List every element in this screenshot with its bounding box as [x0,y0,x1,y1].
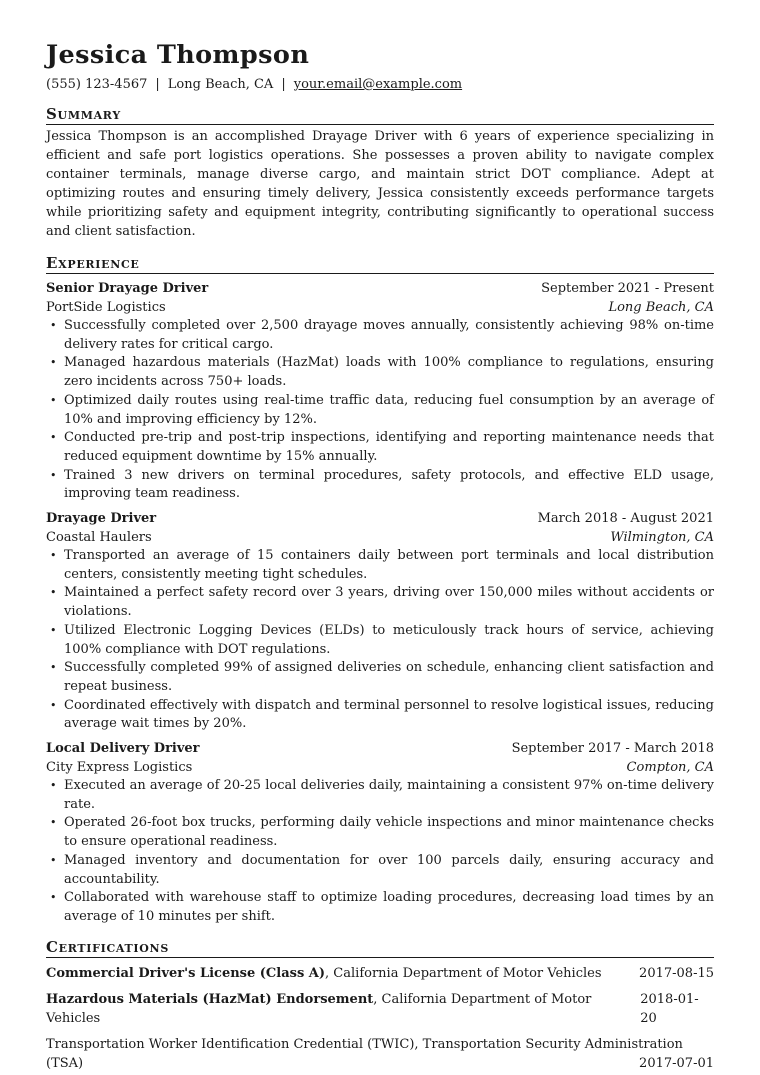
bullet-dot-icon: • [50,549,57,563]
certification-issuer-continued: (TSA) [46,1055,84,1071]
job-company: City Express Logistics [46,760,193,776]
certification-name: Hazardous Materials (HazMat) Endorsement [46,991,374,1007]
certification-label [46,990,640,1028]
certification-name: Commercial Driver's License (Class A) [46,965,326,981]
bullet-dot-icon: • [50,393,57,407]
section-title-certifications: Certifications [46,937,714,958]
job-subheader [46,528,714,547]
job-bullets [46,777,714,927]
job-company: PortSide Logistics [46,300,166,315]
certifications-section [46,927,714,1073]
phone-text: (555) 123-4567 [46,77,148,92]
section-title-summary: Summary [46,104,714,125]
certification-label [46,964,602,983]
bullet-text: Utilized Electronic Logging Devices (ELDs) to meticulously track hours of service, achieving 100% compliance with DOT regulations. [64,622,714,657]
bullet-item [50,814,714,851]
certification-line2 [46,1054,714,1073]
bullet-dot-icon: • [50,431,57,445]
location-text: Long Beach, CA [167,77,274,92]
job-entry [46,274,714,504]
bullet-item [50,584,714,621]
summary-section [46,94,714,241]
bullet-dot-icon: • [50,319,57,332]
bullet-text: Managed hazardous materials (HazMat) loads with 100% compliance to regulations, ensuring zero incidents across 750+ loads. [64,355,714,390]
section-title-experience: Experience [46,253,714,274]
bullet-dot-icon: • [50,816,57,830]
job-title: Senior Drayage Driver [46,281,209,296]
certification-issuer: , California Department of Motor Vehicles [325,965,602,981]
bullet-text: Trained 3 new drivers on terminal procedures, safety protocols, and effective ELD usage, improving team readiness. [64,467,714,502]
bullet-dot-icon: • [50,586,57,600]
bullet-dot-icon: • [50,661,57,675]
experience-section [46,241,714,927]
bullet-item [50,317,714,354]
certification-date: 2018-01-20 [640,991,699,1026]
bullet-item [50,429,714,466]
summary-text: Jessica Thompson is an accomplished Drayage Driver with 6 years of experience specializing in efficient and safe port logistics operations. She possesses a proven ability to navigate complex container terminals, manage diverse cargo, and maintain strict DOT compliance. Adept at optimizing routes and ensuring timely delivery, Jessica consistently exceeds performance targets while prioritizing safety and equipment integrity, contributing significantly to operational success and client satisfaction. [46,129,714,239]
bullet-item [50,659,714,696]
contact-separator: | [281,77,286,92]
bullet-text: Maintained a perfect safety record over 3 years, driving over 150,000 miles without accidents or violations. [64,585,714,620]
job-location: Wilmington, CA [610,530,714,546]
bullet-item [50,622,714,659]
bullet-item [50,354,714,391]
certification-item [46,990,714,1028]
bullet-dot-icon: • [50,779,57,793]
certification-issuer: , California Department of Motor Vehicles [46,991,592,1026]
email-link[interactable]: your.email@example.com [293,77,463,92]
certification-date: 2017-08-15 [639,965,714,981]
job-location: Long Beach, CA [608,300,714,315]
candidate-name: Jessica Thompson [46,40,310,70]
bullet-text: Optimized daily routes using real-time traffic data, reducing fuel consumption by an average of 10% and improving efficiency by 12%. [64,392,714,427]
bullet-item [50,392,714,429]
job-entry [46,734,714,927]
job-title: Drayage Driver [46,511,157,527]
job-title: Local Delivery Driver [46,741,200,757]
certification-name: Transportation Worker Identification Credential (TWIC) [46,1036,415,1052]
job-dates: March 2018 - August 2021 [537,511,714,527]
certification-date: 2017-07-01 [639,1055,714,1071]
job-dates: September 2017 - March 2018 [511,741,714,757]
bullet-dot-icon: • [50,356,57,370]
certification-item [46,1035,714,1073]
bullet-dot-icon: • [50,623,57,637]
job-bullets [46,317,714,504]
job-subheader [46,298,714,317]
certification-label [46,1035,714,1054]
bullet-item [50,889,714,926]
bullet-item [50,467,714,504]
job-header [46,509,714,528]
bullet-item [50,852,714,889]
bullet-dot-icon: • [50,468,57,482]
job-dates: September 2021 - Present [541,281,714,296]
contact-separator: | [155,77,160,92]
bullet-item [50,547,714,584]
certification-issuer: , Transportation Security Administration [414,1036,683,1052]
bullet-dot-icon: • [50,698,57,712]
certification-item [46,964,714,983]
job-header [46,279,714,298]
bullet-dot-icon: • [50,891,57,905]
bullet-text: Executed an average of 20-25 local deliveries daily, maintaining a consistent 97% on-time delivery rate. [64,778,714,812]
job-bullets [46,547,714,734]
job-location: Compton, CA [626,760,714,776]
certification-list [46,958,714,1073]
bullet-item [50,697,714,734]
bullet-text: Conducted pre-trip and post-trip inspections, identifying and reporting maintenance needs that reduced equipment downtime by 15% annually. [64,430,714,464]
bullet-text: Successfully completed over 2,500 drayage moves annually, consistently achieving 98% on-time delivery rates for critical cargo. [64,318,714,352]
job-subheader [46,758,714,777]
job-entry [46,504,714,734]
contact-line [46,76,714,94]
bullet-text: Transported an average of 15 containers daily between port terminals and local distribution centers, consistently meeting tight schedules. [64,548,714,582]
job-company: Coastal Haulers [46,530,152,546]
bullet-text: Operated 26-foot box trucks, performing daily vehicle inspections and minor maintenance checks to ensure operational readiness. [64,815,714,850]
bullet-text: Coordinated effectively with dispatch and terminal personnel to resolve logistical issues, reducing average wait times by 20%. [64,697,714,732]
bullet-item [50,777,714,814]
bullet-text: Managed inventory and documentation for over 100 parcels daily, ensuring accuracy and accountability. [64,852,714,887]
bullet-text: Collaborated with warehouse staff to optimize loading procedures, decreasing load times by an average of 10 minutes per shift. [64,890,714,924]
bullet-text: Successfully completed 99% of assigned deliveries on schedule, enhancing client satisfaction and repeat business. [64,660,714,694]
bullet-dot-icon: • [50,853,57,867]
job-header [46,739,714,758]
